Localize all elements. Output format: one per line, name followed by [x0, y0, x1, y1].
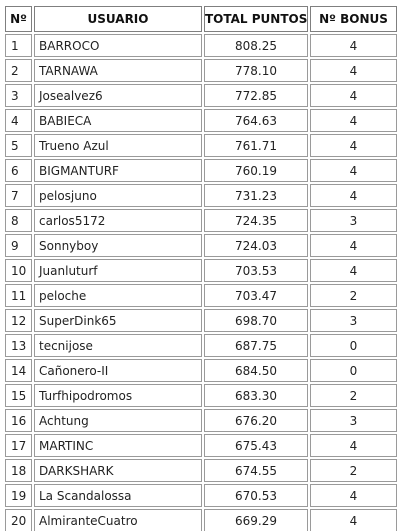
table-row [5, 134, 397, 157]
cell-bonus: 4 [310, 509, 397, 531]
cell-bonus: 4 [310, 159, 397, 182]
cell-points: 808.25 [204, 34, 308, 57]
cell-points: 670.53 [204, 484, 308, 507]
cell-user: AlmiranteCuatro [34, 509, 202, 531]
cell-points: 778.10 [204, 59, 308, 82]
table-row [5, 84, 397, 107]
cell-user: SuperDink65 [34, 309, 202, 332]
cell-user: Turfhipodromos [34, 384, 202, 407]
cell-user: Achtung [34, 409, 202, 432]
table-row [5, 359, 397, 382]
cell-bonus: 3 [310, 309, 397, 332]
cell-user: BARROCO [34, 34, 202, 57]
cell-position: 17 [5, 434, 32, 457]
cell-user: DARKSHARK [34, 459, 202, 482]
cell-position: 5 [5, 134, 32, 157]
cell-bonus: 4 [310, 184, 397, 207]
table-row [5, 409, 397, 432]
cell-user: carlos5172 [34, 209, 202, 232]
cell-bonus: 3 [310, 409, 397, 432]
cell-user: BABIECA [34, 109, 202, 132]
cell-bonus: 2 [310, 459, 397, 482]
cell-user: Sonnyboy [34, 234, 202, 257]
table-row [5, 234, 397, 257]
table-row [5, 309, 397, 332]
cell-position: 1 [5, 34, 32, 57]
header-row [5, 6, 397, 32]
cell-bonus: 4 [310, 134, 397, 157]
cell-position: 7 [5, 184, 32, 207]
cell-points: 674.55 [204, 459, 308, 482]
cell-points: 684.50 [204, 359, 308, 382]
cell-points: 687.75 [204, 334, 308, 357]
table-row [5, 109, 397, 132]
table-row [5, 384, 397, 407]
cell-bonus: 4 [310, 84, 397, 107]
cell-position: 19 [5, 484, 32, 507]
header-bonus: Nº BONUS [310, 6, 397, 32]
cell-user: BIGMANTURF [34, 159, 202, 182]
cell-bonus: 4 [310, 484, 397, 507]
cell-points: 731.23 [204, 184, 308, 207]
table-row [5, 34, 397, 57]
cell-points: 676.20 [204, 409, 308, 432]
cell-points: 724.35 [204, 209, 308, 232]
cell-user: peloche [34, 284, 202, 307]
cell-user: pelosjuno [34, 184, 202, 207]
cell-position: 10 [5, 259, 32, 282]
table-row [5, 284, 397, 307]
cell-user: Trueno Azul [34, 134, 202, 157]
table-row [5, 159, 397, 182]
table-row [5, 334, 397, 357]
table-row [5, 459, 397, 482]
header-points: TOTAL PUNTOS [204, 6, 308, 32]
ranking-table [3, 4, 399, 531]
cell-bonus: 4 [310, 59, 397, 82]
cell-points: 724.03 [204, 234, 308, 257]
header-position: Nº [5, 6, 32, 32]
cell-position: 2 [5, 59, 32, 82]
table-row [5, 209, 397, 232]
cell-position: 12 [5, 309, 32, 332]
cell-position: 15 [5, 384, 32, 407]
cell-bonus: 4 [310, 434, 397, 457]
cell-position: 8 [5, 209, 32, 232]
cell-points: 764.63 [204, 109, 308, 132]
cell-bonus: 2 [310, 284, 397, 307]
cell-position: 18 [5, 459, 32, 482]
table-row [5, 259, 397, 282]
cell-position: 14 [5, 359, 32, 382]
cell-position: 20 [5, 509, 32, 531]
cell-position: 11 [5, 284, 32, 307]
cell-position: 4 [5, 109, 32, 132]
cell-bonus: 3 [310, 209, 397, 232]
cell-user: La Scandalossa [34, 484, 202, 507]
cell-position: 16 [5, 409, 32, 432]
cell-user: Josealvez6 [34, 84, 202, 107]
cell-position: 3 [5, 84, 32, 107]
cell-position: 13 [5, 334, 32, 357]
cell-bonus: 4 [310, 34, 397, 57]
cell-points: 761.71 [204, 134, 308, 157]
cell-points: 683.30 [204, 384, 308, 407]
table-row [5, 184, 397, 207]
cell-points: 772.85 [204, 84, 308, 107]
cell-points: 669.29 [204, 509, 308, 531]
cell-bonus: 0 [310, 334, 397, 357]
cell-user: Juanluturf [34, 259, 202, 282]
cell-user: Cañonero-II [34, 359, 202, 382]
cell-bonus: 4 [310, 109, 397, 132]
cell-bonus: 4 [310, 259, 397, 282]
table-row [5, 484, 397, 507]
cell-bonus: 2 [310, 384, 397, 407]
table-row [5, 434, 397, 457]
cell-bonus: 4 [310, 234, 397, 257]
cell-user: MARTINC [34, 434, 202, 457]
cell-bonus: 0 [310, 359, 397, 382]
cell-points: 703.47 [204, 284, 308, 307]
table-row [5, 59, 397, 82]
cell-user: tecnijose [34, 334, 202, 357]
table-row [5, 509, 397, 531]
cell-position: 9 [5, 234, 32, 257]
cell-points: 675.43 [204, 434, 308, 457]
cell-points: 703.53 [204, 259, 308, 282]
header-user: USUARIO [34, 6, 202, 32]
cell-user: TARNAWA [34, 59, 202, 82]
cell-points: 698.70 [204, 309, 308, 332]
cell-position: 6 [5, 159, 32, 182]
cell-points: 760.19 [204, 159, 308, 182]
